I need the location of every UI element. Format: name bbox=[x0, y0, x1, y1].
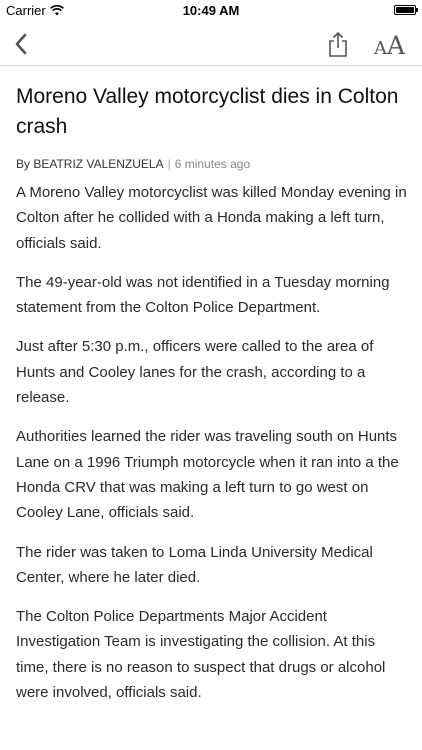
article bbox=[16, 66, 408, 719]
timestamp: 6 minutes ago bbox=[174, 157, 251, 171]
share-icon bbox=[326, 30, 350, 58]
article-paragraph: The rider was taken to Loma Linda University Medical Center, where he later died. bbox=[16, 543, 373, 586]
chevron-left-icon bbox=[10, 30, 36, 58]
back-button[interactable] bbox=[10, 30, 36, 58]
byline-prefix: By bbox=[16, 157, 34, 171]
nav-bar bbox=[0, 22, 422, 66]
battery-icon bbox=[394, 5, 416, 15]
article-body bbox=[16, 180, 408, 705]
carrier-label: Carrier bbox=[6, 3, 46, 18]
status-bar bbox=[0, 0, 422, 22]
article-headline: Moreno Valley motorcyclist dies in Colton crash bbox=[16, 85, 399, 138]
author-name[interactable]: BEATRIZ VALENZUELA bbox=[33, 157, 164, 171]
article-paragraph: The 49-year-old was not identified in a Tuesday morning statement from the Colton Police Department. bbox=[16, 273, 390, 317]
byline-separator: | bbox=[167, 157, 171, 171]
article-paragraph: The Colton Police Departments Major Accident Investigation Team is investigating the collision. At this time, there is no reason to suspect that drugs or alcohol were involved, officials said. bbox=[16, 608, 386, 702]
byline bbox=[16, 156, 408, 172]
article-paragraph: Authorities learned the rider was traveling south on Hunts Lane on a 1996 Triumph motorcycle when it ran into a the Honda CRV that was making a left turn to go west on Cooley Lane, officials said. bbox=[16, 428, 399, 522]
share-button[interactable] bbox=[326, 30, 350, 58]
article-paragraph: A Moreno Valley motorcyclist was killed Monday evening in Colton after he collided with a Honda making a left turn, officials said. bbox=[16, 184, 407, 252]
article-paragraph: Just after 5:30 p.m., officers were called to the area of Hunts and Cooley lanes for the crash, according to a release. bbox=[16, 338, 374, 407]
font-size-button[interactable] bbox=[374, 28, 405, 58]
font-size-small-label: A bbox=[374, 38, 387, 59]
status-time: 10:49 AM bbox=[182, 3, 240, 18]
font-size-large-label: A bbox=[387, 31, 406, 60]
